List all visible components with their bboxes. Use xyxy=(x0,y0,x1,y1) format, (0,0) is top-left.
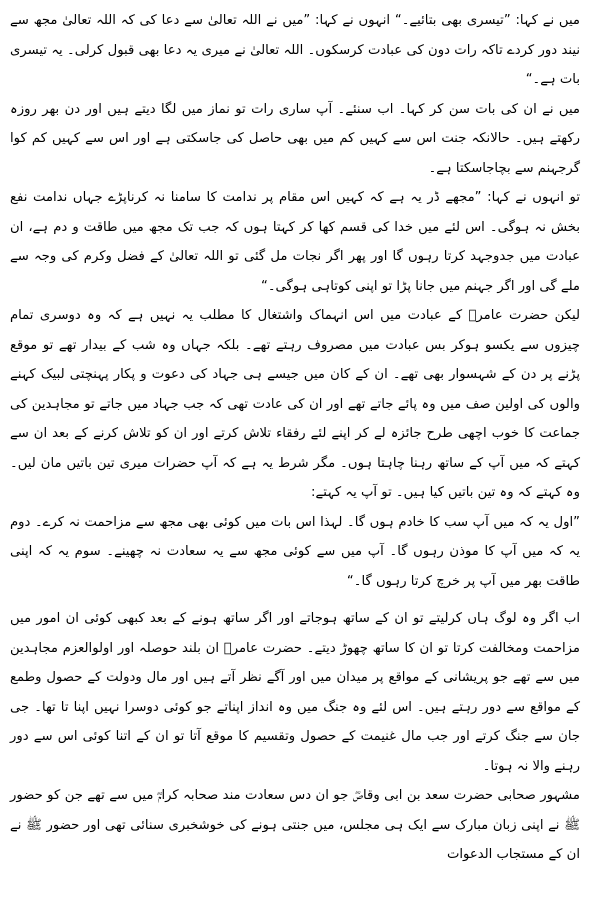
paragraph-three-conditions: ”اول یہ کہ میں آپ سب کا خادم ہوں گا۔ لہذا اس بات میں کوئی بھی مجھ سے مزاحمت نہ کرے۔ دوم یہ کہ میں آپ کا موذن رہوں گا۔ آپ میں سے کوئی مجھ سے یہ سعادت نہ چھینے۔ سوم یہ کہ اپنی طاقت بھر میں آپ پر خرچ کرتا رہوں گا۔“ xyxy=(10,514,580,589)
paragraph-fear-of-regret: تو انہوں نے کہا: ”مجھے ڈر یہ ہے کہ کہیں اس مقام پر ندامت کا سامنا نہ کرناپڑے جہاں ندامت نفع بخش نہ ہوگی۔ اس لئے میں خدا کی قسم کھا کر کہتا ہوں کہ جب تک مجھ میں طاقت و دم ہے، ان عبادت میں جدوجہد کرتا رہوں گا اور پھر اگر نجات مل گئی تو اللہ تعالیٰ کے فضل وکرم کی وجہ سے ملے گی اور اگر جہنم میں جانا پڑا تو اپنی کوتاہی ہوگی۔“ xyxy=(10,190,580,294)
paragraph-third-thing: میں نے کہا: ”تیسری بھی بتائیے۔“ انہوں نے کہا: ”میں نے اللہ تعالیٰ سے دعا کی کہ اللہ تعالیٰ مجھ سے نیند دور کردے تاکہ رات دون کی عبادت کرسکوں۔ اللہ تعالیٰ نے میری یہ دعا بھی قبول کرلی۔ یہ تیسری بات ہے۔“ xyxy=(10,13,580,87)
paragraph-jihad-habits: لیکن حضرت عامرؒ کے عبادت میں اس انہماک واشتغال کا مطلب یہ نہیں ہے کہ وہ دوسری تمام چیزوں سے یکسو ہوکر بس عبادت میں مصروف رہتے تھے۔ بلکہ جہاں وہ شب کے بیدار تھے تو موقع پڑنے پر دن کے شہسوار بھی تھے۔ ان کے کان میں جیسے ہی جہاد کی دعوت و پکار پہنچتی لبیک کہنے والوں کی اولین صف میں وہ پائے جاتے تھے اور ان کی عادت تھی کہ جب جہاد میں جاتے تو مجاہدین کی جماعت کا خوب اچھی طرح جائزہ لے کر اپنے لئے رفقاء تلاش کرتے اور ان کو تلاش کرنے کے بعد ان سے کہتے کہ میں آپ کے ساتھ رہنا چاہتا ہوں۔ مگر شرط یہ ہے کہ آپ حضرات میری تین باتیں مان لیں۔ وہ کہتے کہ وہ تین باتیں کیا ہیں۔ تو آپ یہ کہتے: xyxy=(10,308,580,500)
paragraph-reply: میں نے ان کی بات سن کر کہا۔ اب سنئے۔ آپ ساری رات تو نماز میں لگا دیتے ہیں اور دن بھر روزہ رکھتے ہیں۔ حالانکہ جنت اس سے کہیں کم میں بھی حاصل کی جاسکتی ہے اور اس سے کہیں کم کوا گرجہنم سے بچاجاسکتا ہے۔ xyxy=(10,101,580,176)
paragraph-battle-conduct: اب اگر وہ لوگ ہاں کرلیتے تو ان کے ساتھ ہوجاتے اور اگر ساتھ ہونے کے بعد کبھی کوئی ان امور میں مزاحمت ومخالفت کرتا تو ان کا ساتھ چھوڑ دیتے۔ حضرت عامرؒ ان بلند حوصلہ اور اولوالعزم مجاہدین میں سے تھے جو پریشانی کے مواقع پر میدان میں اور آگے نظر آتے ہیں اور مال ودولت کے حصول وطمع کے مواقع سے دور رہتے ہیں۔ اس لئے وہ جنگ میں وہ انداز اپناتے جو کوئی دوسرا نہیں اپنا تا تھا۔ جی جان سے جنگ کرتے اور جب مال غنیمت کے حصول وتقسیم کا موقع آتا تو ان کے اتنا کوئی اس سے دور رہنے والا نہ ہوتا۔ xyxy=(10,611,580,774)
paragraph-saad-bin-abi-waqqas: مشہور صحابی حضرت سعد بن ابی وقاصؓ جو ان دس سعادت مند صحابہ کرامؓ میں سے تھے جن کو حضور ﷺ نے اپنی زبان مبارک سے ایک ہی مجلس، میں جنتی ہونے کی خوشخبری سنائی تھی اور حضور ﷺ نے ان کے مستجاب الدعوات xyxy=(10,788,580,862)
